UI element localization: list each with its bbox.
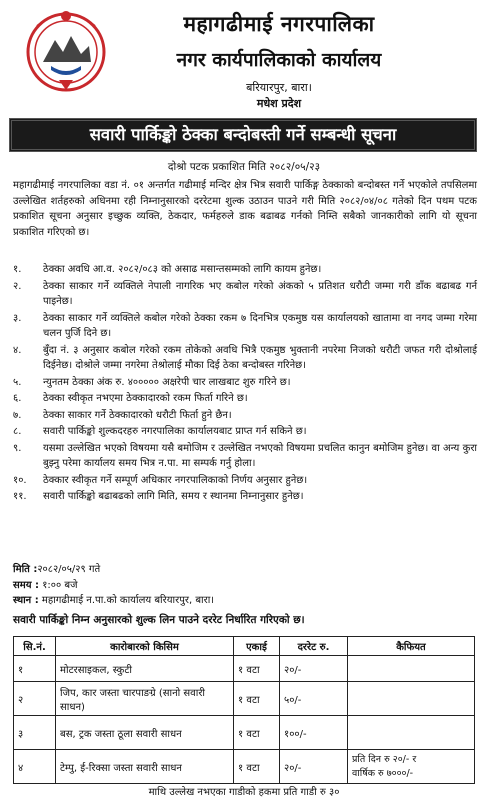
table-row (14, 750, 475, 784)
footnote: माथि उल्लेख नभएका गाडीको हकमा प्रति गाडी रु ३० (148, 787, 340, 798)
col-header: सि.नं. (14, 637, 56, 656)
cell-unit: १ वटा (234, 682, 280, 716)
item-number: २. (13, 280, 22, 292)
cell-sn: ३ (14, 716, 56, 750)
item-text: ठेक्का साकार गर्ने व्यक्तिले कबोल गरेको ठेक्का रकम ७ दिनभित्र एकमुष्ठ यस कार्यालयको खातामा वा नगद जम्मा गरेमा चलन पुर्जि दिने छ। (43, 312, 477, 339)
col-header: एकाई (234, 637, 280, 656)
list-item (13, 489, 477, 505)
cell-remark (348, 682, 475, 716)
schedule-place (13, 593, 477, 609)
org-name: महागढीमाई नगरपालिका (183, 12, 375, 36)
col-header: कारोबारको किसिम (56, 637, 234, 656)
schedule-place-value: महागढीमाई न.पा.को कार्यालय बरियारपुर, बारा। (41, 595, 215, 606)
cell-type: टेम्पु, ई-रिक्सा जस्ता सवारी साधन (56, 750, 234, 784)
item-text: बुँदा नं. ३ अनुसार कबोल गरेको रकम तोकेको अवधि भित्रै एकमुष्ठ भुक्तानी नपरेमा निजको धरौटी जफत गरी दोश्रोलाई दिईनेछ। दोश्रोले जम्मा नगरेमा तेश्रोलाई मौका दिई ठेका बन्दोबस्त गरिनेछ। (43, 344, 477, 371)
item-number: ६. (13, 393, 22, 404)
list-item (13, 424, 477, 440)
cell-remark (348, 750, 475, 784)
list-item (13, 441, 477, 472)
table-header-row (14, 637, 475, 656)
cell-sn: ४ (14, 750, 56, 784)
cell-unit: १ वटा (234, 656, 280, 682)
cell-remark (348, 656, 475, 682)
item-number: १. (13, 264, 22, 275)
schedule-time-label: समय : (13, 579, 40, 591)
rates-heading: सवारी पार्किङ्को निम्न अनुसारको शुल्क लिन पाउने दररेट निर्धारित गरिएको छ। (13, 614, 305, 626)
org-address: बरियारपुर, बारा। (246, 81, 312, 94)
item-text: ठेक्का स्वीकृत नभएमा ठेक्कादारको रकम फिर्ता गरिने छ। (43, 393, 248, 404)
conditions-list (13, 262, 477, 506)
item-number: ८. (13, 426, 22, 437)
schedule-place-label: स्थान : (13, 595, 39, 606)
item-number: ११. (13, 491, 27, 502)
cell-unit: १ वटा (234, 750, 280, 784)
item-number: ७. (13, 409, 22, 421)
cell-sn: २ (14, 682, 56, 716)
cell-remark (348, 716, 475, 750)
item-number: ३. (13, 312, 22, 324)
cell-type: जिप, कार जस्ता चारपाङग्रे (सानो सवारी साधन) (56, 682, 234, 716)
list-item (13, 375, 477, 391)
notice-title: सवारी पार्किङ्को ठेक्का बन्दोबस्ती गर्ने सम्बन्धी सूचना (9, 118, 477, 152)
cell-sn: १ (14, 656, 56, 682)
table-row (14, 716, 475, 750)
cell-type: बस, ट्रक जस्ता ठूला सवारी साधन (56, 716, 234, 750)
schedule-date (13, 562, 477, 578)
item-text: यसमा उल्लेखित भएको विषयमा यसै बमोजिम र उल्लेखित नभएको विषयमा प्रचलित कानुन बमोजिम हुनेछ। वा अन्य कुरा बुझ्नु परेमा कार्यालय समय भित्र न.पा. मा सम्पर्क गर्नु होला। (43, 442, 477, 469)
publish-date: दोश्रो पटक प्रकाशित मिति २०८२/०५/२३ (167, 161, 321, 173)
list-item (13, 473, 477, 489)
item-text: ठेक्का साकार गर्ने व्यक्तिले नेपाली नागरिक भए कबोल गरेको अंकको ५ प्रतिशत धरौटी जम्मा गरी डाँक बढाबढ गर्न पाइनेछ। (43, 280, 477, 307)
list-item (13, 262, 477, 278)
item-number: १०. (13, 474, 27, 486)
col-header: दररेट रु. (280, 637, 348, 656)
list-item (13, 408, 477, 424)
item-text: ठेक्का साकार गर्ने ठेक्कादारको धरौटी फिर्ता हुने छैन। (43, 409, 232, 421)
item-text: ठेक्का अवधि आ.व. २०८२/०८३ को असाढ मसान्तसम्मको लागि कायम हुनेछ। (43, 264, 322, 275)
table-row (14, 656, 475, 682)
org-province: मधेश प्रदेश (256, 97, 302, 110)
item-number: ९. (13, 442, 22, 454)
intro-paragraph: महागढीमाई नगरपालिका वडा नं. ०१ अन्तर्गत गढीमाई मन्दिर क्षेत्र भित्र सवारी पार्किङ्ग ठेक्काको बन्दोबस्त गर्ने भएकोले तपसिलमा उल्लेखित शर्तहरुको अधिनमा रही निम्नानुसारको दररेटमा शुल्क उठाउन पाउने गरी मिति २०८२/०४/०८ गतेको दिन पथम पटक प्रकाशित सूचना अनुसार इच्छुक व्यक्ति, ठेकदार, फर्महरुले डाक बढाबढ गर्नको निम्ति सबैको जानकारीको लागि यो सूचना प्रकाशित गरिएको छ। (13, 180, 477, 238)
item-number: ४. (13, 344, 22, 356)
remark-line: प्रति दिन रु २०/- र (352, 753, 417, 765)
list-item (13, 279, 477, 310)
remark-line: वार्षिक रु ७०००/- (352, 767, 414, 779)
cell-type: मोटरसाइकल, स्कुटी (56, 656, 234, 682)
item-number: ५. (13, 376, 22, 388)
nepal-emblem-icon (23, 6, 109, 92)
cell-rate: २०/- (280, 750, 348, 784)
rates-table (13, 636, 475, 784)
list-item (13, 343, 477, 374)
auction-schedule (13, 562, 477, 609)
list-item (13, 311, 477, 342)
schedule-time-value: १:०० बजे (42, 579, 78, 591)
letterhead (11, 0, 477, 112)
cell-rate: ५०/- (280, 682, 348, 716)
item-text: सवारी पार्किङ्को बढाबढको लागि मिति, समय र स्थानमा निम्नानुसार हुनेछ। (43, 491, 304, 502)
col-header: कैफियत (348, 637, 475, 656)
schedule-time (13, 578, 477, 594)
schedule-date-label: मिति : (13, 564, 38, 575)
org-office: नगर कार्यपालिकाको कार्यालय (176, 49, 382, 71)
list-item (13, 391, 477, 407)
item-text: ठेक्कार स्वीकृत गर्ने सम्पूर्ण अधिकार नगरपालिकाको निर्णय अनुसार हुनेछ। (43, 474, 308, 486)
cell-rate: २०/- (280, 656, 348, 682)
item-text: सवारी पार्किङ्को शुल्कदरहरु नगरपालिका कार्यालयबाट प्राप्त गर्न सकिने छ। (43, 426, 307, 437)
item-text: न्युनतम ठेक्का अंक रु. ४००००० अक्षरेपी चार लाखबाट शुरु गरिने छ। (43, 376, 291, 388)
schedule-date-value: २०८२/०५/२९ गते (37, 564, 101, 575)
cell-rate: १००/- (280, 716, 348, 750)
cell-unit: १ वटा (234, 716, 280, 750)
table-row (14, 682, 475, 716)
